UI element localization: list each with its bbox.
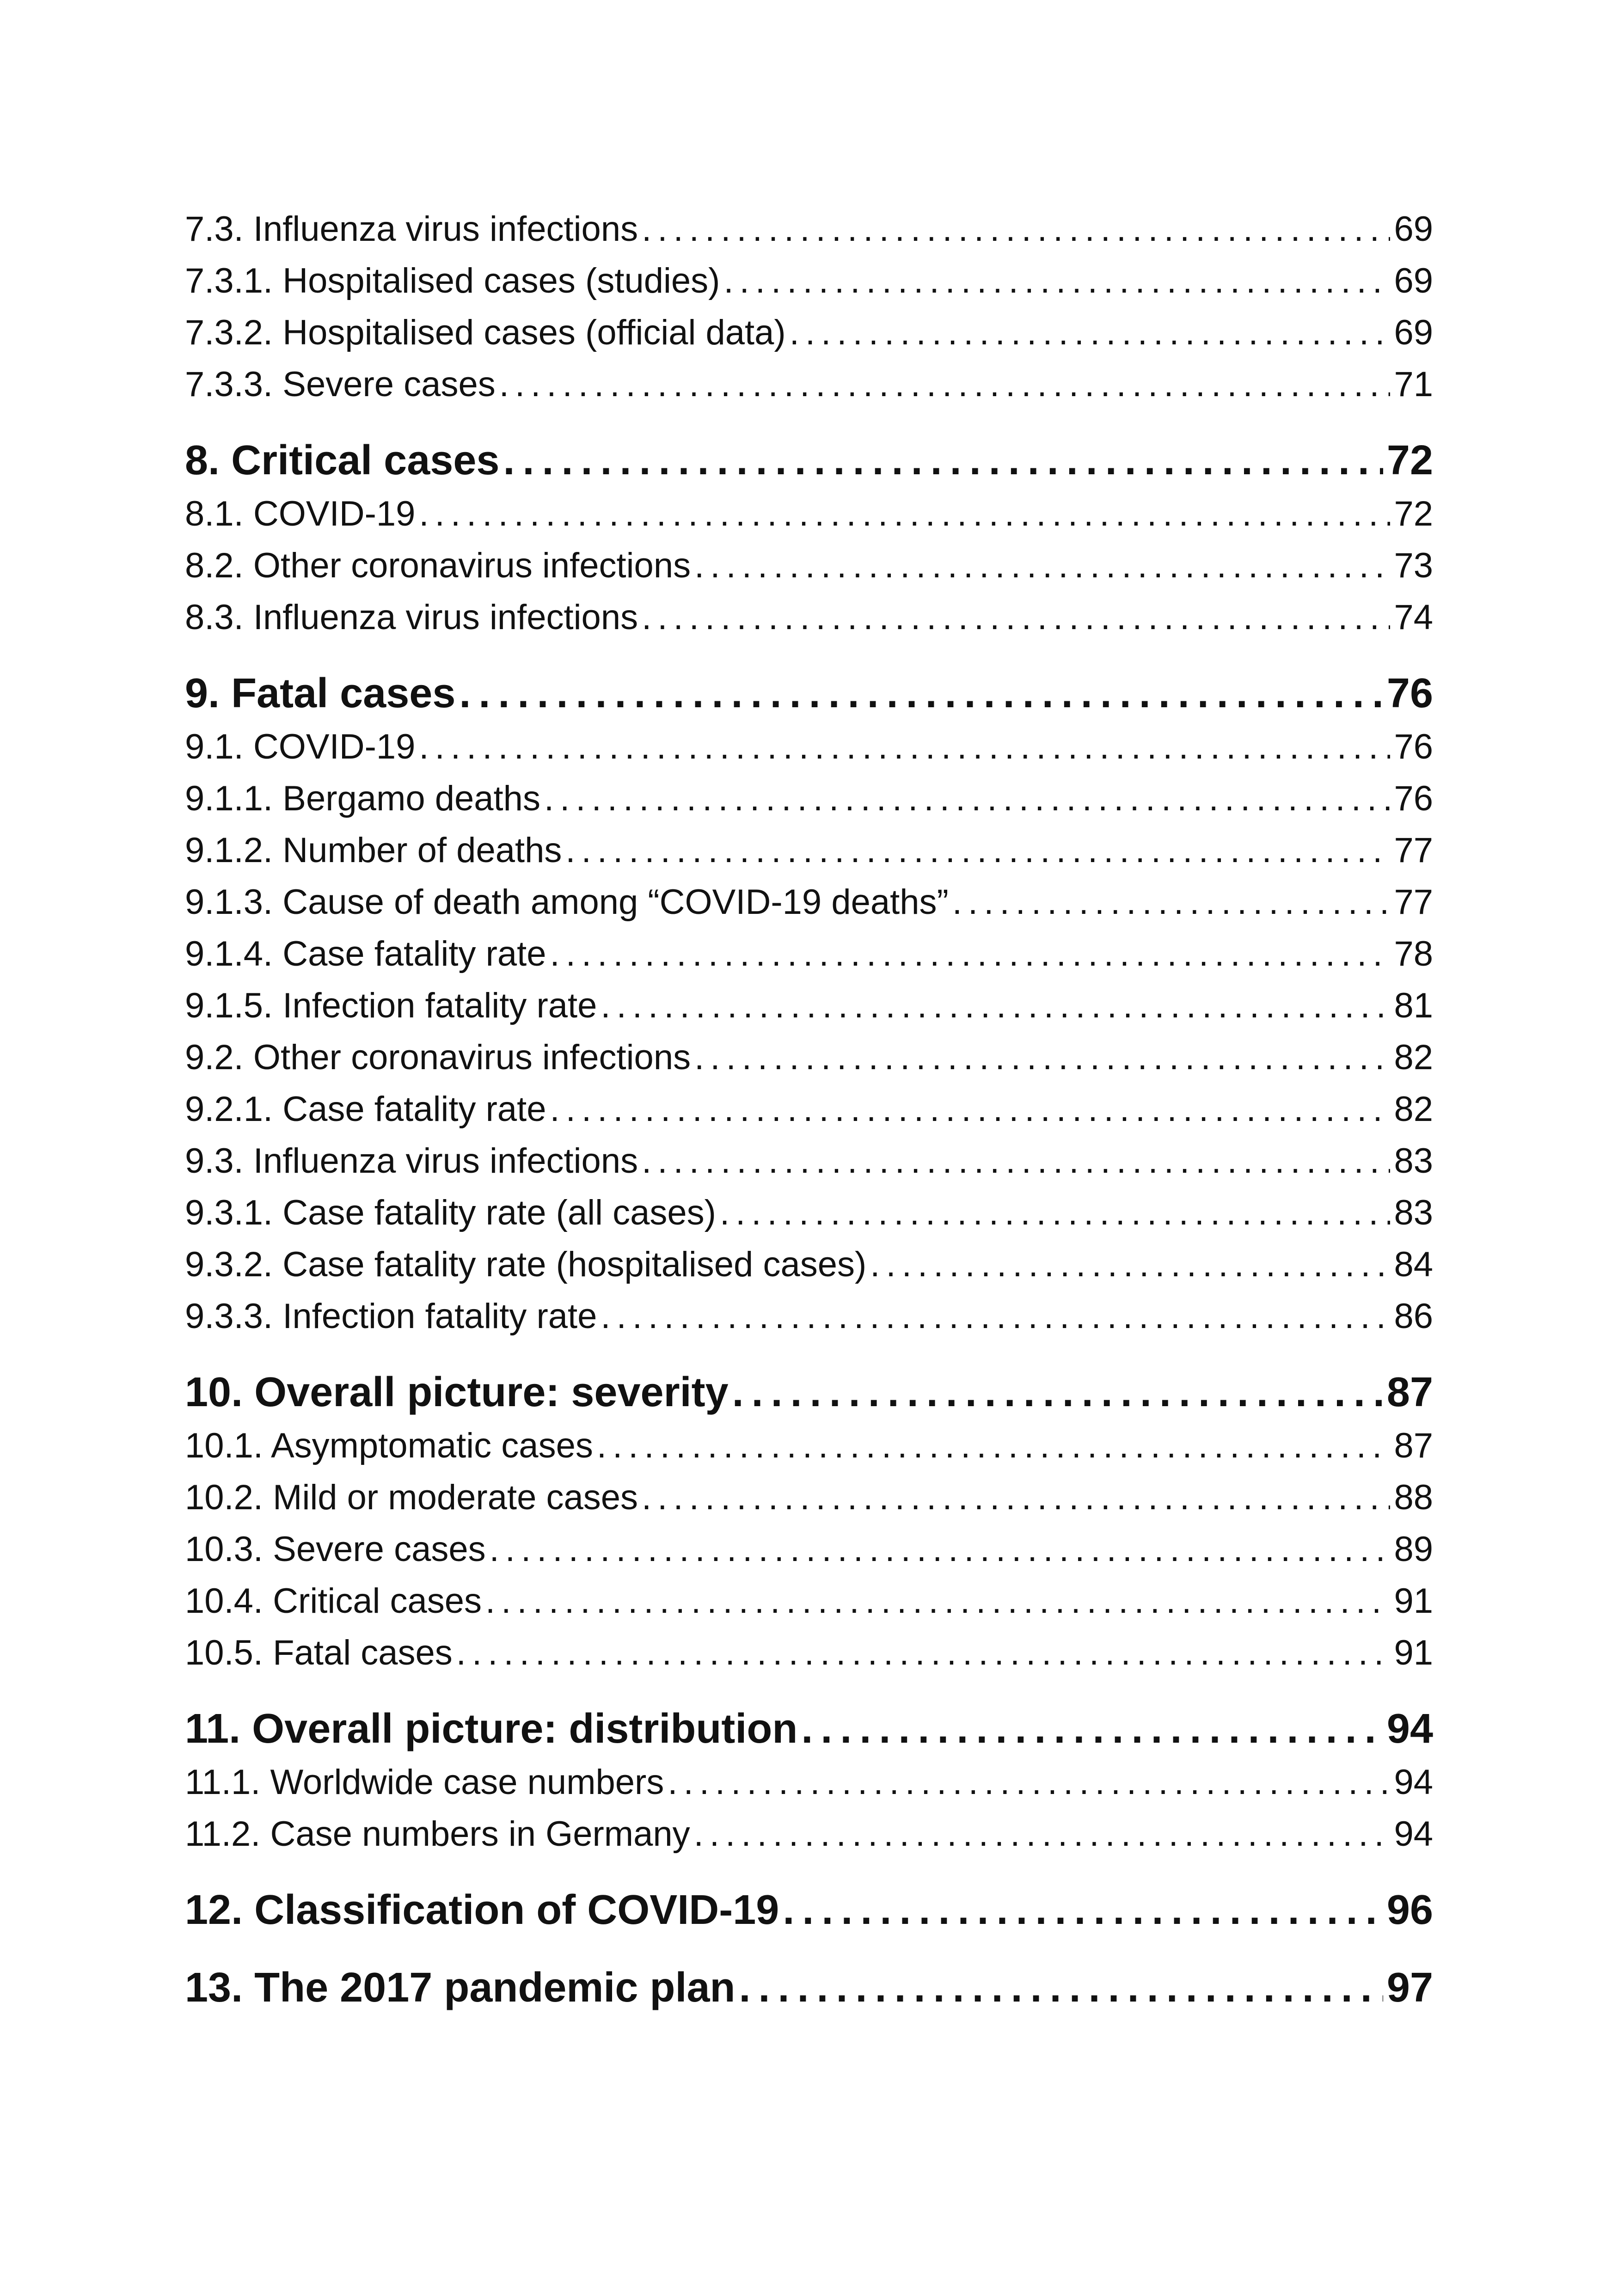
dot-leader bbox=[459, 666, 1383, 721]
dot-leader bbox=[544, 773, 1391, 825]
toc-chapter-entry[interactable] bbox=[185, 1365, 1433, 1420]
toc-entry-label: 13. The 2017 pandemic plan bbox=[185, 1965, 735, 2011]
toc-page-number: 94 bbox=[1394, 1814, 1433, 1854]
toc-page-number: 78 bbox=[1394, 934, 1433, 974]
toc-entry[interactable] bbox=[185, 255, 1433, 307]
toc-entry-label: 9.3.1. Case fatality rate (all cases) bbox=[185, 1193, 716, 1232]
toc-entry-label: 9.1.2. Number of deaths bbox=[185, 831, 562, 870]
toc-page-number: 86 bbox=[1394, 1297, 1433, 1336]
toc-entry-label: 11.1. Worldwide case numbers bbox=[185, 1763, 664, 1802]
dot-leader bbox=[642, 203, 1390, 255]
dot-leader bbox=[503, 433, 1383, 488]
toc-page-number: 77 bbox=[1394, 882, 1433, 922]
toc-entry-label: 9.3.2. Case fatality rate (hospitalised cases) bbox=[185, 1245, 867, 1284]
toc-entry-label: 8. Critical cases bbox=[185, 437, 500, 484]
dot-leader bbox=[550, 928, 1391, 980]
toc-page-number: 87 bbox=[1386, 1369, 1433, 1415]
toc-page-number: 69 bbox=[1394, 209, 1433, 249]
dot-leader bbox=[723, 255, 1390, 307]
toc-entry[interactable] bbox=[185, 980, 1433, 1032]
toc-page-number: 96 bbox=[1386, 1887, 1433, 1933]
dot-leader bbox=[597, 1420, 1391, 1472]
toc-entry-label: 9.1.5. Infection fatality rate bbox=[185, 986, 597, 1025]
toc-entry-label: 8.3. Influenza virus infections bbox=[185, 598, 638, 637]
toc-page-number: 72 bbox=[1386, 437, 1433, 484]
toc-page-number: 82 bbox=[1394, 1038, 1433, 1077]
dot-leader bbox=[642, 1135, 1390, 1187]
toc-entry[interactable] bbox=[185, 1627, 1433, 1679]
dot-leader bbox=[642, 1472, 1390, 1524]
toc-entry[interactable] bbox=[185, 488, 1433, 540]
toc-entry-label: 9.1.4. Case fatality rate bbox=[185, 934, 546, 974]
toc-entry-label: 8.1. COVID-19 bbox=[185, 494, 416, 533]
toc-entry[interactable] bbox=[185, 1808, 1433, 1860]
toc-page-number: 74 bbox=[1394, 598, 1433, 637]
dot-leader bbox=[783, 1882, 1383, 1938]
toc-page-number: 83 bbox=[1394, 1193, 1433, 1232]
toc-page-number: 89 bbox=[1394, 1530, 1433, 1569]
toc-page-number: 87 bbox=[1394, 1426, 1433, 1465]
toc-entry[interactable] bbox=[185, 592, 1433, 643]
dot-leader bbox=[694, 1808, 1391, 1860]
dot-leader bbox=[490, 1524, 1391, 1575]
dot-leader bbox=[550, 1084, 1391, 1135]
toc-page-number: 84 bbox=[1394, 1245, 1433, 1284]
toc-entry[interactable] bbox=[185, 1135, 1433, 1187]
toc-entry[interactable] bbox=[185, 307, 1433, 359]
dot-leader bbox=[601, 1291, 1390, 1342]
toc-entry-label: 9.3. Influenza virus infections bbox=[185, 1141, 638, 1181]
toc-entry-label: 10.5. Fatal cases bbox=[185, 1633, 453, 1672]
toc-entry[interactable] bbox=[185, 1084, 1433, 1135]
toc-entry-label: 9. Fatal cases bbox=[185, 670, 456, 716]
toc-chapter-entry[interactable] bbox=[185, 1701, 1433, 1757]
dot-leader bbox=[485, 1575, 1390, 1627]
toc-page-number: 71 bbox=[1394, 365, 1433, 404]
toc-page-number: 94 bbox=[1394, 1763, 1433, 1802]
toc-page-number: 69 bbox=[1394, 313, 1433, 352]
toc-entry-label: 9.2.1. Case fatality rate bbox=[185, 1090, 546, 1129]
toc-entry[interactable] bbox=[185, 1032, 1433, 1084]
dot-leader bbox=[565, 825, 1390, 876]
toc-page-number: 88 bbox=[1394, 1478, 1433, 1517]
toc-entry[interactable] bbox=[185, 773, 1433, 825]
dot-leader bbox=[694, 540, 1390, 592]
toc-entry-label: 10.3. Severe cases bbox=[185, 1530, 486, 1569]
dot-leader bbox=[739, 1960, 1383, 2015]
toc-entry[interactable] bbox=[185, 1757, 1433, 1808]
toc-entry-label: 10.1. Asymptomatic cases bbox=[185, 1426, 593, 1465]
dot-leader bbox=[419, 721, 1390, 773]
toc-page-number: 91 bbox=[1394, 1633, 1433, 1672]
toc-page-number: 91 bbox=[1394, 1581, 1433, 1621]
toc-entry[interactable] bbox=[185, 825, 1433, 876]
toc-page-number: 73 bbox=[1394, 546, 1433, 585]
dot-leader bbox=[668, 1757, 1390, 1808]
toc-entry-label: 11.2. Case numbers in Germany bbox=[185, 1814, 690, 1854]
toc-entry-label: 12. Classification of COVID-19 bbox=[185, 1887, 779, 1933]
dot-leader bbox=[720, 1187, 1391, 1239]
toc-entry[interactable] bbox=[185, 1472, 1433, 1524]
dot-leader bbox=[499, 359, 1391, 410]
toc-page-number: 94 bbox=[1386, 1706, 1433, 1752]
dot-leader bbox=[790, 307, 1391, 359]
toc-page-number: 83 bbox=[1394, 1141, 1433, 1181]
toc-page-number: 72 bbox=[1394, 494, 1433, 533]
toc-entry-label: 7.3. Influenza virus infections bbox=[185, 209, 638, 249]
toc-entry-label: 9.2. Other coronavirus infections bbox=[185, 1038, 691, 1077]
toc-chapter-entry[interactable] bbox=[185, 1882, 1433, 1938]
toc-page-number: 76 bbox=[1394, 727, 1433, 766]
toc-entry-label: 7.3.3. Severe cases bbox=[185, 365, 496, 404]
toc-entry[interactable] bbox=[185, 1239, 1433, 1291]
dot-leader bbox=[642, 592, 1390, 643]
toc-entry-label: 9.3.3. Infection fatality rate bbox=[185, 1297, 597, 1336]
toc-entry-label: 10. Overall picture: severity bbox=[185, 1369, 729, 1415]
toc-page-number: 76 bbox=[1394, 779, 1433, 818]
toc-entry[interactable] bbox=[185, 1575, 1433, 1627]
toc-entry[interactable] bbox=[185, 1524, 1433, 1575]
dot-leader bbox=[870, 1239, 1390, 1291]
toc-entry[interactable] bbox=[185, 203, 1433, 255]
table-of-contents bbox=[185, 203, 1433, 2015]
toc-entry[interactable] bbox=[185, 721, 1433, 773]
toc-entry-label: 9.1.3. Cause of death among “COVID-19 deaths” bbox=[185, 882, 949, 922]
toc-entry[interactable] bbox=[185, 540, 1433, 592]
toc-entry[interactable] bbox=[185, 876, 1433, 928]
toc-page-number: 77 bbox=[1394, 831, 1433, 870]
dot-leader bbox=[952, 876, 1391, 928]
dot-leader bbox=[456, 1627, 1391, 1679]
toc-page-number: 81 bbox=[1394, 986, 1433, 1025]
toc-entry-label: 8.2. Other coronavirus infections bbox=[185, 546, 691, 585]
toc-page-number: 82 bbox=[1394, 1090, 1433, 1129]
toc-entry-label: 11. Overall picture: distribution bbox=[185, 1706, 798, 1752]
toc-entry-label: 10.2. Mild or moderate cases bbox=[185, 1478, 638, 1517]
toc-entry[interactable] bbox=[185, 1291, 1433, 1342]
toc-chapter-entry[interactable] bbox=[185, 666, 1433, 721]
dot-leader bbox=[732, 1365, 1383, 1420]
toc-entry-label: 7.3.1. Hospitalised cases (studies) bbox=[185, 261, 720, 300]
toc-chapter-entry[interactable] bbox=[185, 1960, 1433, 2015]
dot-leader bbox=[419, 488, 1390, 540]
toc-entry[interactable] bbox=[185, 359, 1433, 410]
dot-leader bbox=[601, 980, 1390, 1032]
toc-entry-label: 10.4. Critical cases bbox=[185, 1581, 482, 1621]
dot-leader bbox=[801, 1701, 1383, 1757]
toc-page-number: 97 bbox=[1386, 1965, 1433, 2011]
toc-entry-label: 9.1. COVID-19 bbox=[185, 727, 416, 766]
toc-entry[interactable] bbox=[185, 1420, 1433, 1472]
toc-page-number: 76 bbox=[1386, 670, 1433, 716]
dot-leader bbox=[694, 1032, 1390, 1084]
toc-entry[interactable] bbox=[185, 928, 1433, 980]
toc-entry[interactable] bbox=[185, 1187, 1433, 1239]
toc-entry-label: 9.1.1. Bergamo deaths bbox=[185, 779, 540, 818]
toc-entry-label: 7.3.2. Hospitalised cases (official data) bbox=[185, 313, 786, 352]
toc-chapter-entry[interactable] bbox=[185, 433, 1433, 488]
toc-page-number: 69 bbox=[1394, 261, 1433, 300]
